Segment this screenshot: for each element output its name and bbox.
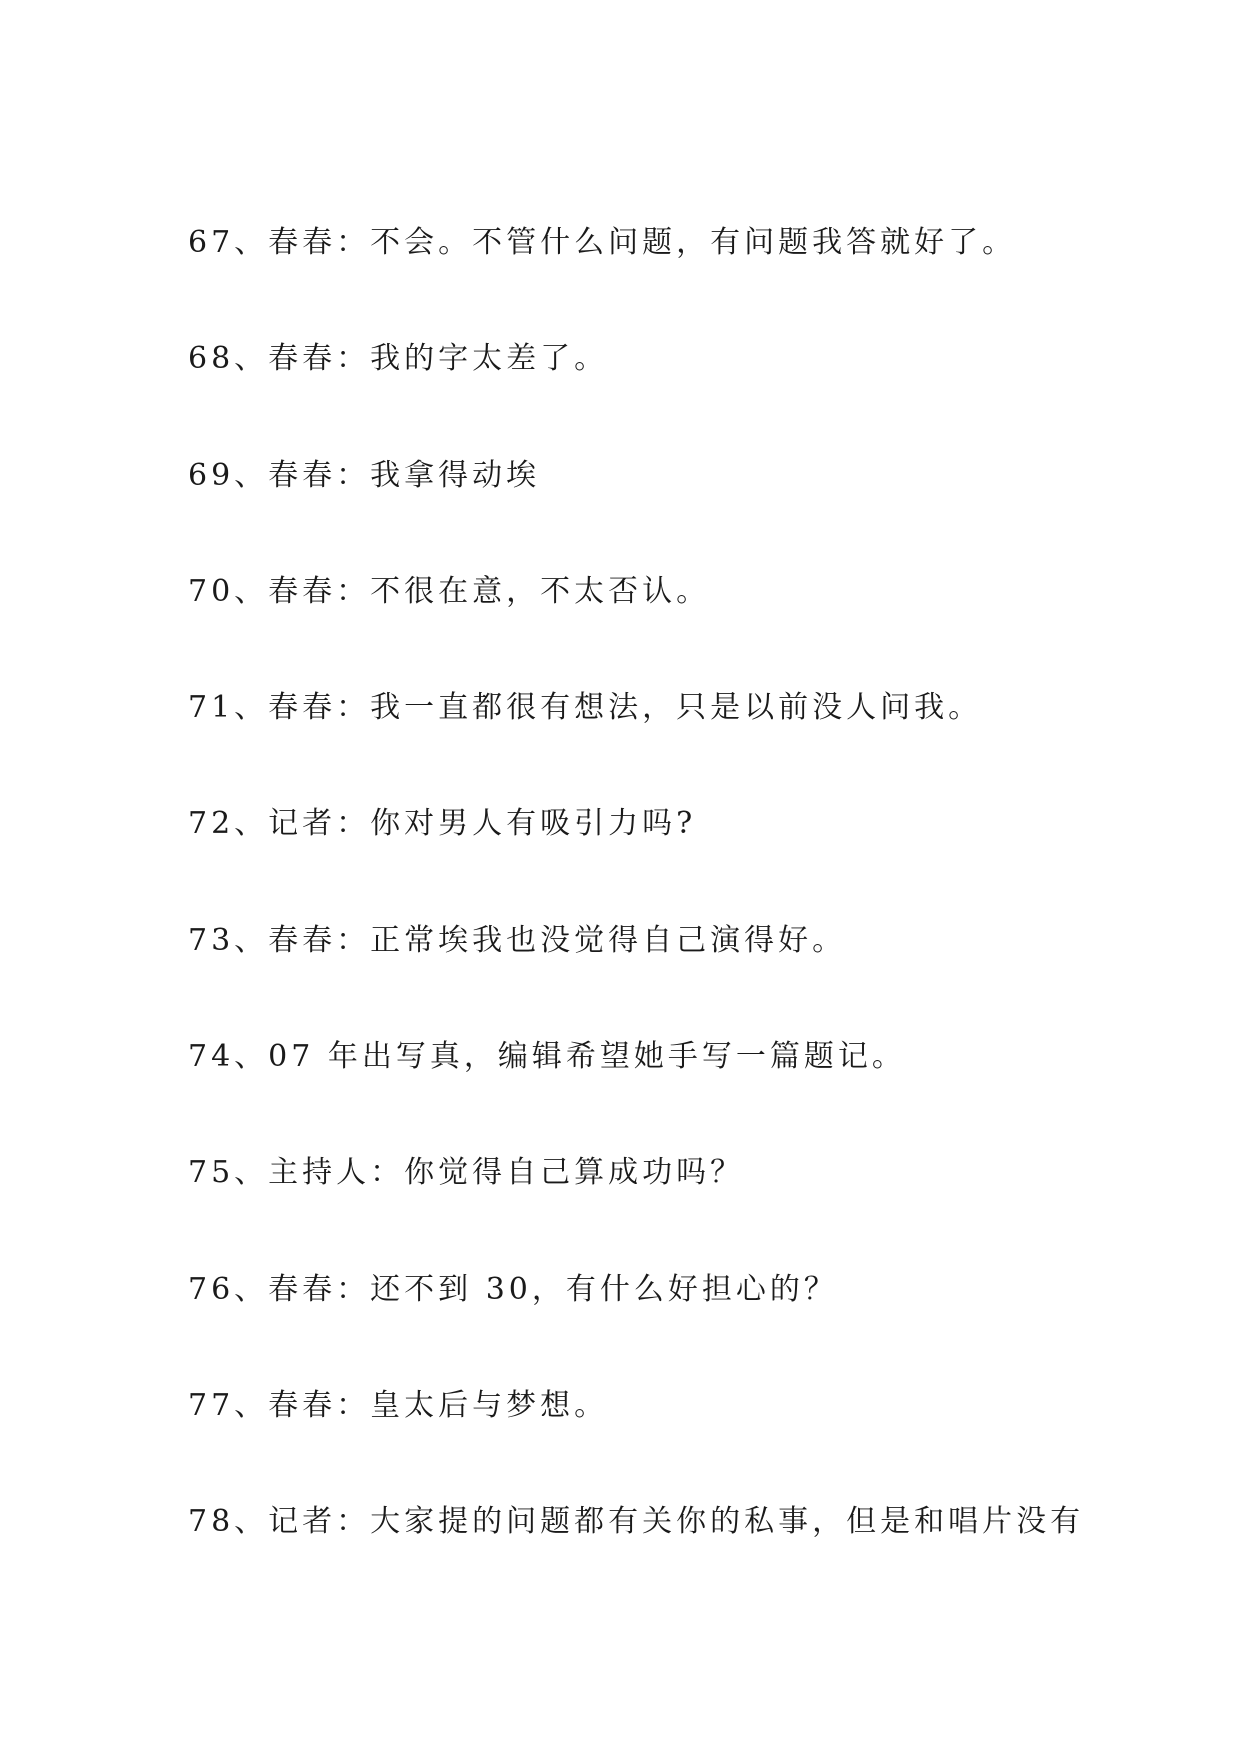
text-line-67: 67、春春：不会。不管什么问题，有问题我答就好了。 (188, 225, 1017, 260)
text-line-72: 72、记者：你对男人有吸引力吗? (188, 806, 697, 841)
text-line-76: 76、春春：还不到 30，有什么好担心的？ (188, 1272, 838, 1307)
text-line-71: 71、春春：我一直都很有想法，只是以前没人问我。 (188, 690, 983, 725)
text-line-74: 74、07 年出写真，编辑希望她手写一篇题记。 (188, 1039, 906, 1074)
text-line-78: 78、记者：大家提的问题都有关你的私事，但是和唱片没有 (188, 1504, 1085, 1539)
text-line-77: 77、春春：皇太后与梦想。 (188, 1388, 609, 1423)
text-line-68: 68、春春：我的字太差了。 (188, 341, 609, 376)
text-line-70: 70、春春：不很在意，不太否认。 (188, 574, 711, 609)
text-line-75: 75、主持人：你觉得自己算成功吗？ (188, 1155, 745, 1190)
text-line-73: 73、春春：正常埃我也没觉得自己演得好。 (188, 923, 847, 958)
text-line-69: 69、春春：我拿得动埃 (188, 458, 541, 493)
